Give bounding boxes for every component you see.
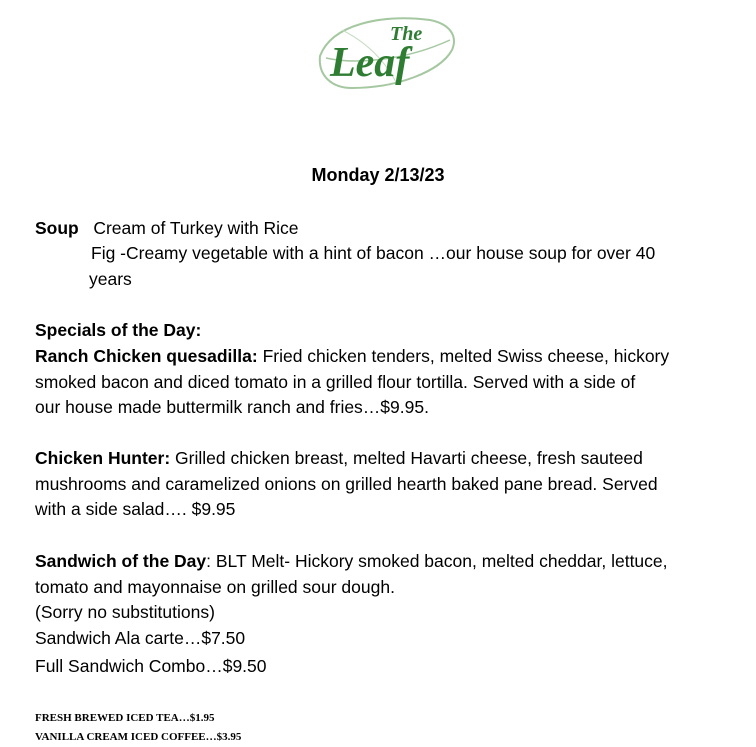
special-2-line-3: with a side salad…. $9.95 <box>35 499 236 519</box>
sandwich-combo: Full Sandwich Combo…$9.50 <box>35 656 267 676</box>
soup-label: Soup <box>35 218 79 238</box>
special-1-desc-1: Fried chicken tenders, melted Swiss cheese, hickory <box>257 346 670 366</box>
sandwich-ala-carte: Sandwich Ala carte…$7.50 <box>35 628 246 648</box>
special-2-line-1 <box>35 446 643 472</box>
the-leaf-logo <box>312 10 460 94</box>
special-1-line-2: smoked bacon and diced tomato in a grilled flour tortilla. Served with a side of <box>35 372 636 392</box>
drink-iced-coffee: VANILLA CREAM ICED COFFEE…$3.95 <box>35 731 242 743</box>
menu-date: Monday 2/13/23 <box>311 165 445 185</box>
special-2-name: Chicken Hunter: <box>35 448 171 468</box>
soup-item-2-line-1: Fig -Creamy vegetable with a hint of bacon …our house soup for over 40 <box>91 243 656 263</box>
sandwich-line-1 <box>35 549 668 575</box>
logo-text-leaf: Leaf <box>330 40 410 86</box>
soup-item-1: Cream of Turkey with Rice <box>93 218 299 238</box>
sandwich-name: Sandwich of the Day <box>35 551 207 571</box>
sandwich-line-2: tomato and mayonnaise on grilled sour dough. <box>35 577 395 597</box>
sandwich-line-3: (Sorry no substitutions) <box>35 602 215 622</box>
special-1-name: Ranch Chicken quesadilla: <box>35 346 258 366</box>
special-1-line-1 <box>35 344 669 370</box>
soup-item-2-line-2: years <box>89 269 132 289</box>
specials-heading: Specials of the Day: <box>35 320 202 340</box>
special-2-desc-1: Grilled chicken breast, melted Havarti cheese, fresh sauteed <box>170 448 643 468</box>
sandwich-desc-1: : BLT Melt- Hickory smoked bacon, melted cheddar, lettuce, <box>206 551 668 571</box>
logo-text-the: The <box>390 23 423 45</box>
drink-iced-tea: FRESH BREWED ICED TEA…$1.95 <box>35 712 215 724</box>
soup-line-1 <box>35 216 299 242</box>
special-1-line-3: our house made buttermilk ranch and fries…$9.95. <box>35 397 429 417</box>
leaf-logo-icon <box>312 10 460 94</box>
special-2-line-2: mushrooms and caramelized onions on grilled hearth baked pane bread. Served <box>35 474 658 494</box>
